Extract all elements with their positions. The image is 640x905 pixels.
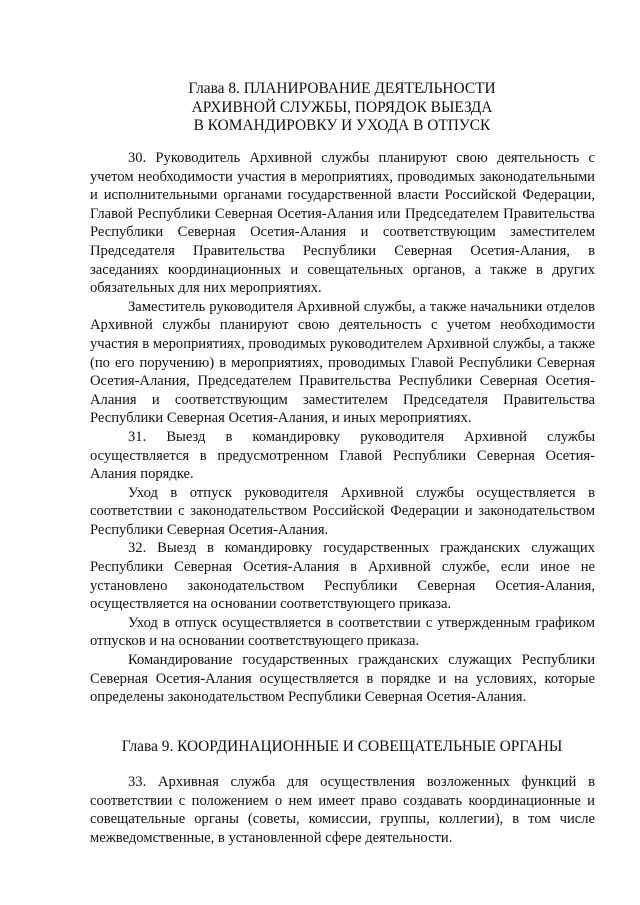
- paragraph-30-deputy: Заместитель руководителя Архивной службы, а также начальники отделов Архивной службы планируют свою деятельность с учетом необходимости участия в мероприятиях, проводимых руководителем Архивной службы, а также (по его поручению) в мероприятиях, проводимых Главой Республики Северная Осетия-Алания, Председателем Правительства Республики Северная Осетия-Алания и соответствующим заместителем Председателя Правительства Республики Северная Осетия-Алания, и иных мероприятиях.: [90, 298, 595, 427]
- chapter-9-title-line: Глава 9. КООРДИНАЦИОННЫЕ И СОВЕЩАТЕЛЬНЫЕ ОРГАНЫ: [121, 738, 563, 755]
- chapter-9-title: [90, 738, 594, 757]
- paragraph-32-assignment: Командирование государственных гражданских служащих Республики Северная Осетия-Алания осуществляется в порядке и на условиях, которые определены законодательством Республики Северная Осетия-Алания.: [90, 652, 595, 706]
- paragraph-30: 30. Руководитель Архивной службы планируют свою деятельность с учетом необходимости участия в мероприятиях, проводимых законодательными и исполнительными органами государственной власти Российской Федерации, Главой Республики Северная Осетия-Алания или Председателем Правительства Республики Северная Осетия-Алания и соответствующим заместителем Председателя Правительства Республики Северная Осетия-Алания, в заседаниях координационных и совещательных органов, а также в других обязательных для них мероприятиях.: [90, 150, 595, 297]
- paragraph-32: 32. Выезд в командировку государственных гражданских служащих Республики Северная Осетия-Алания в Архивной службе, если иное не установлено законодательством Республики Северная Осетия-Алания, осуществляется на основании соответствующего приказа.: [90, 540, 595, 613]
- chapter-9-body: [90, 773, 595, 847]
- chapter-8-title-line: АРХИВНОЙ СЛУЖБЫ, ПОРЯДОК ВЫЕЗДА: [191, 98, 493, 116]
- paragraph-32-vacation: Уход в отпуск осуществляется в соответствии с утвержденным графиком отпусков и на основании соответствующего приказа.: [90, 614, 595, 650]
- paragraph-31: 31. Выезд в командировку руководителя Архивной службы осуществляется в предусмотренном Главой Республики Северная Осетия-Алания порядке.: [90, 428, 595, 483]
- paragraph-31-vacation: Уход в отпуск руководителя Архивной службы осуществляется в соответствии с законодательством Российской Федерации и законодательством Республики Северная Осетия-Алания.: [90, 484, 595, 538]
- chapter-8-title: [90, 80, 594, 136]
- chapter-8-body: [90, 149, 595, 707]
- chapter-8-title-line: Глава 8. ПЛАНИРОВАНИЕ ДЕЯТЕЛЬНОСТИ: [188, 80, 496, 97]
- paragraph-33: 33. Архивная служба для осуществления возложенных функций в соответствии с положением о нем имеет право создавать координационные и совещательные органы (советы, комиссии, группы, коллегии), в том числе межведомственные, в установленной сфере деятельности.: [90, 774, 595, 846]
- chapter-8-title-line: В КОМАНДИРОВКУ И УХОДА В ОТПУСК: [193, 117, 491, 134]
